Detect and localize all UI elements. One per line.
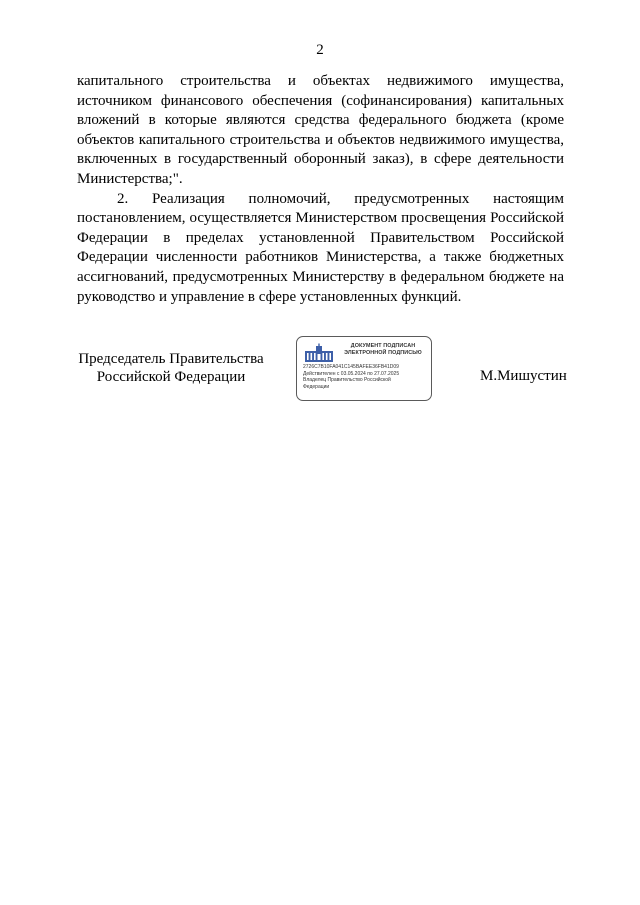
signer-title-line2: Российской Федерации (96, 368, 246, 385)
owner-line2: Федерации (303, 383, 330, 390)
document-body (77, 72, 564, 307)
validity-period: Действителен с 03.05.2024 по 27.07.2025 (303, 370, 400, 377)
stamp-details (303, 364, 429, 390)
signer-title-line1: Председатель Правительства (78, 351, 264, 367)
paragraph-continuation: капитального строительства и объектах недвижимого имущества, источником финансового обеспечения (софинансирования) капитальных вложений в которые являются средства федерального бюджета (кроме объектов капитального строительства и объектов недвижимого имущества, включенных в государственный оборонный заказ), в сфере деятельности Министерства;". (77, 73, 564, 187)
paragraph-2: 2. Реализация полномочий, предусмотренных настоящим постановлением, осуществляется Министерством просвещения Российской Федерации в пределах установленной Правительством Российской Федерации численности работников Министерства, а также бюджетных ассигнований, предусмотренных Министерству в федеральном бюджете на руководство и управление в сфере установленных функций. (77, 190, 564, 305)
government-building-icon (303, 343, 335, 363)
signer-title (77, 351, 265, 386)
certificate-number: 2726C7B10FA041C145BAFEE36FB41D09 (303, 364, 399, 370)
electronic-signature-stamp (296, 336, 432, 401)
stamp-heading-line1: ДОКУМЕНТ ПОДПИСАН (350, 343, 416, 349)
page-number: 2 (316, 42, 324, 58)
signer-name: М.Мишустин (480, 368, 567, 384)
stamp-heading-line2: ЭЛЕКТРОННОЙ ПОДПИСЬЮ (344, 350, 422, 356)
owner-line1: Владелец Правительство Российской (303, 377, 391, 384)
stamp-heading (337, 343, 429, 357)
